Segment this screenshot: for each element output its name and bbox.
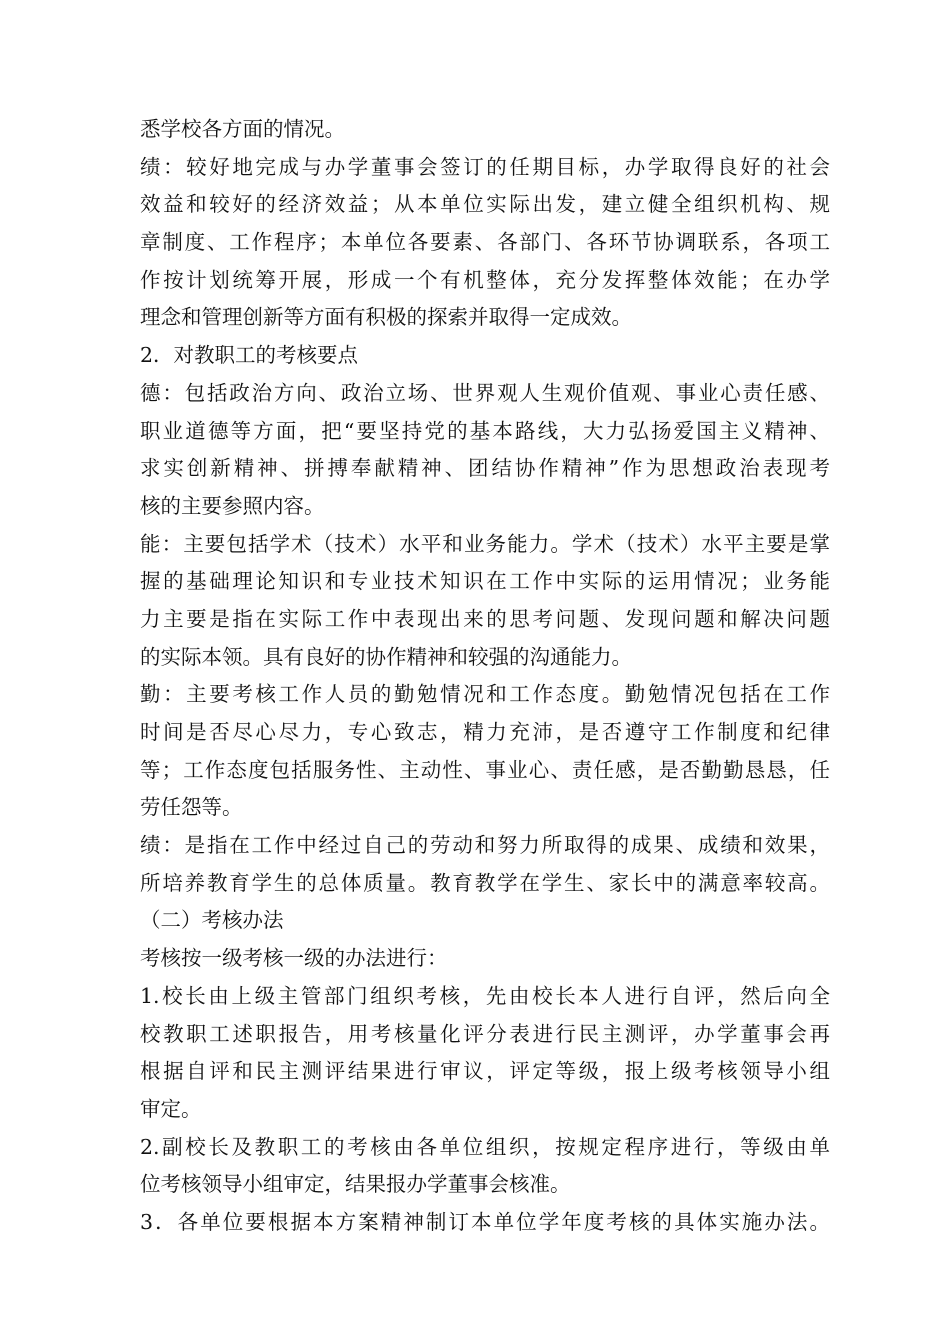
text-line: 效益和较好的经济效益；从本单位实际出发，建立健全组织机构、规 bbox=[140, 192, 830, 217]
text-line: 的实际本领。具有良好的协作精神和较强的沟通能力。 bbox=[140, 644, 632, 669]
text-line: 能：主要包括学术（技术）水平和业务能力。学术（技术）水平主要是掌 bbox=[140, 531, 830, 556]
text-line: 绩：较好地完成与办学董事会签订的任期目标，办学取得良好的社会 bbox=[140, 154, 830, 179]
text-line: 绩：是指在工作中经过自己的劳动和努力所取得的成果、成绩和效果， bbox=[140, 833, 830, 858]
text-line: 审定。 bbox=[140, 1096, 202, 1121]
text-line: 悉学校各方面的情况。 bbox=[140, 117, 345, 141]
text-line: 章制度、工作程序；本单位各要素、各部门、各环节协调联系，各项工 bbox=[140, 230, 830, 255]
text-line: 求实创新精神、拼搏奉献精神、团结协作精神”作为思想政治表现考 bbox=[140, 456, 830, 481]
text-line: 1.校长由上级主管部门组织考核，先由校长本人进行自评，然后向全 bbox=[140, 983, 830, 1008]
text-line: 握的基础理论知识和专业技术知识在工作中实际的运用情况；业务能 bbox=[140, 569, 830, 594]
text-line: 作按计划统筹开展，形成一个有机整体，充分发挥整体效能；在办学 bbox=[140, 267, 830, 292]
text-line: 位考核领导小组审定，结果报办学董事会核准。 bbox=[140, 1172, 571, 1197]
text-line: 等；工作态度包括服务性、主动性、事业心、责任感，是否勤勤恳恳，任 bbox=[140, 757, 830, 782]
text-line: 理念和管理创新等方面有积极的探索并取得一定成效。 bbox=[140, 305, 632, 330]
text-line: 德：包括政治方向、政治立场、世界观人生观价值观、事业心责任感、 bbox=[140, 380, 830, 405]
text-line: 力主要是指在实际工作中表现出来的思考问题、发现问题和解决问题 bbox=[140, 606, 830, 631]
text-line: 3．各单位要根据本方案精神制订本单位学年度考核的具体实施办法。 bbox=[140, 1209, 830, 1234]
text-line: 考核按一级考核一级的办法进行： bbox=[140, 946, 448, 971]
text-line: 2．对教职工的考核要点 bbox=[140, 343, 359, 368]
text-line: 2.副校长及教职工的考核由各单位组织，按规定程序进行，等级由单 bbox=[140, 1134, 830, 1159]
document-body bbox=[140, 111, 830, 1242]
text-line: 核的主要参照内容。 bbox=[140, 493, 325, 518]
text-line: 根据自评和民主测评结果进行审议，评定等级，报上级考核领导小组 bbox=[140, 1059, 830, 1084]
text-line: 校教职工述职报告，用考核量化评分表进行民主测评，办学董事会再 bbox=[140, 1021, 830, 1046]
text-line: 时间是否尽心尽力，专心致志，精力充沛，是否遵守工作制度和纪律 bbox=[140, 720, 830, 744]
text-line: 所培养教育学生的总体质量。教育教学在学生、家长中的满意率较高。 bbox=[140, 870, 830, 895]
text-line: 勤：主要考核工作人员的勤勉情况和工作态度。勤勉情况包括在工作 bbox=[140, 682, 830, 707]
text-line: （二）考核办法 bbox=[140, 908, 284, 933]
text-line: 劳任怨等。 bbox=[140, 795, 243, 820]
text-line: 职业道德等方面，把“要坚持党的基本路线，大力弘扬爱国主义精神、 bbox=[140, 418, 830, 443]
